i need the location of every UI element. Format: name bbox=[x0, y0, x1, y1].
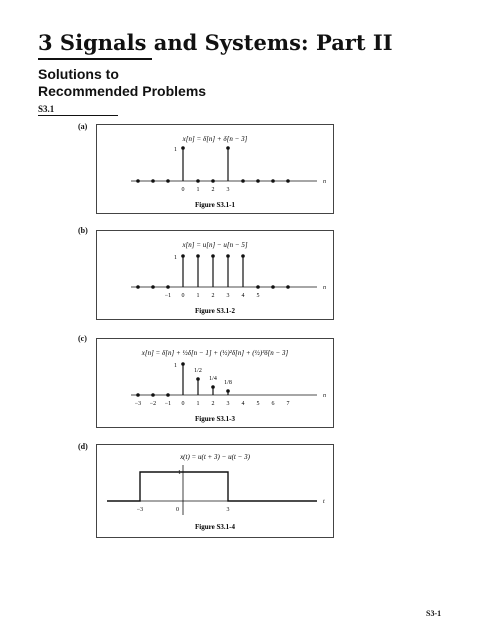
figure-b-stem-head bbox=[226, 254, 230, 258]
figure-a-zero-dot bbox=[241, 179, 245, 183]
figure-a-zero-dot bbox=[211, 179, 215, 183]
part-a-label: (a) bbox=[78, 122, 88, 131]
figure-b-stem-head bbox=[181, 254, 185, 258]
figure-a-zero-dot bbox=[271, 179, 275, 183]
figure-b-zero-dot bbox=[151, 285, 155, 289]
figure-c-tick: 1 bbox=[196, 401, 200, 407]
figure-d-axis-var: t bbox=[323, 499, 325, 505]
figure-b-stem-head bbox=[211, 254, 215, 258]
figure-a-zero-dot bbox=[286, 179, 290, 183]
figure-d-pulse bbox=[107, 472, 317, 501]
chapter-title: 3 Signals and Systems: Part II bbox=[38, 30, 393, 55]
figure-c-stem-head-0 bbox=[181, 362, 185, 366]
figure-b-zero-dot bbox=[136, 285, 140, 289]
part-c-label: (c) bbox=[78, 334, 87, 343]
figure-c-tick: −2 bbox=[149, 401, 157, 407]
figure-c-tick: 4 bbox=[241, 401, 245, 407]
figure-b-caption: Figure S3.1-2 bbox=[195, 307, 235, 315]
figure-a-equation: x[n] = δ[n] + δ[n − 3] bbox=[182, 135, 248, 143]
figure-b-tick: 4 bbox=[241, 293, 245, 299]
figure-c-zero-dot bbox=[151, 393, 155, 397]
figure-d-caption: Figure S3.1-4 bbox=[195, 523, 235, 531]
figure-a-caption: Figure S3.1-1 bbox=[195, 201, 235, 209]
figure-d-tick: −3 bbox=[136, 507, 144, 513]
figure-a-tick: 2 bbox=[211, 187, 215, 193]
figure-c-caption: Figure S3.1-3 bbox=[195, 415, 235, 423]
figure-b-amplitude-label: 1 bbox=[174, 255, 177, 261]
figure-c-tick: 2 bbox=[211, 401, 215, 407]
figure-c-tick: 5 bbox=[256, 401, 260, 407]
figure-c-box bbox=[96, 338, 334, 428]
figure-a-stem-head-3 bbox=[226, 146, 230, 150]
figure-c-axis-var: n bbox=[323, 393, 326, 399]
figure-a-zero-dot bbox=[196, 179, 200, 183]
chapter-title-underline bbox=[38, 58, 152, 60]
figure-d-tick: 3 bbox=[226, 507, 230, 513]
figure-a-zero-dot bbox=[151, 179, 155, 183]
figure-d-box bbox=[96, 444, 334, 538]
figure-c-stem-value-label: 1/2 bbox=[194, 368, 202, 374]
figure-c-stem-value-label: 1/4 bbox=[209, 376, 217, 382]
figure-b-zero-dot bbox=[286, 285, 290, 289]
figure-a-axis-var: n bbox=[323, 179, 326, 185]
figure-c-tick: 0 bbox=[181, 401, 185, 407]
figure-d-plot bbox=[97, 445, 333, 537]
figure-c-zero-dot bbox=[136, 393, 140, 397]
figure-a-box bbox=[96, 124, 334, 214]
figure-b-axis-var: n bbox=[323, 285, 326, 291]
figure-a-tick: 1 bbox=[196, 187, 200, 193]
figure-c-equation: x[n] = δ[n] + ½δ[n − 1] + (½)²δ[n] + (½)³δ[n − 3] bbox=[141, 349, 289, 357]
section-subtitle bbox=[38, 66, 206, 100]
figure-c-tick: −1 bbox=[164, 401, 172, 407]
figure-c-stem-head-2 bbox=[211, 385, 215, 389]
subtitle-line-1: Solutions to bbox=[38, 66, 119, 82]
problem-label: S3.1 bbox=[38, 104, 55, 114]
figure-b-tick: 1 bbox=[196, 293, 200, 299]
figure-c-tick: 7 bbox=[286, 401, 290, 407]
figure-d-tick: 0 bbox=[176, 507, 179, 513]
figure-a-amplitude-label: 1 bbox=[174, 147, 177, 153]
figure-b-zero-dot bbox=[271, 285, 275, 289]
figure-b-stem-head bbox=[241, 254, 245, 258]
figure-b-plot bbox=[97, 231, 333, 319]
figure-b-stem-head bbox=[196, 254, 200, 258]
figure-b-equation: x[n] = u[n] − u[n − 5] bbox=[182, 241, 248, 249]
figure-a-tick: 3 bbox=[226, 187, 230, 193]
figure-c-amplitude-label: 1 bbox=[174, 363, 177, 369]
figure-b-box bbox=[96, 230, 334, 320]
figure-c-stem-head-1 bbox=[196, 377, 200, 381]
page-number: S3-1 bbox=[426, 609, 442, 618]
figure-b-tick: 5 bbox=[256, 293, 260, 299]
subtitle-line-2: Recommended Problems bbox=[38, 83, 207, 99]
figure-b-zero-dot bbox=[256, 285, 260, 289]
figure-b-tick: −1 bbox=[164, 293, 172, 299]
figure-c-tick: 3 bbox=[226, 401, 230, 407]
figure-c-zero-dot bbox=[166, 393, 170, 397]
figure-a-zero-dot bbox=[256, 179, 260, 183]
figure-c-stem-head-3 bbox=[226, 389, 230, 393]
figure-b-zero-dot bbox=[166, 285, 170, 289]
problem-label-rule bbox=[38, 115, 118, 116]
figure-c-plot bbox=[97, 339, 333, 427]
figure-d-amplitude-label: 1 bbox=[178, 470, 181, 476]
figure-c-stem-value-label: 1/8 bbox=[224, 380, 232, 386]
figure-b-tick: 3 bbox=[226, 293, 230, 299]
figure-c-tick: 6 bbox=[271, 401, 275, 407]
figure-b-tick: 0 bbox=[181, 293, 185, 299]
figure-a-tick: 0 bbox=[181, 187, 185, 193]
part-b-label: (b) bbox=[78, 226, 88, 235]
figure-a-zero-dot bbox=[136, 179, 140, 183]
figure-c-tick: −3 bbox=[134, 401, 142, 407]
part-d-label: (d) bbox=[78, 442, 88, 451]
figure-a-zero-dot bbox=[166, 179, 170, 183]
figure-b-tick: 2 bbox=[211, 293, 215, 299]
figure-d-equation: x(t) = u(t + 3) − u(t − 3) bbox=[180, 453, 250, 461]
figure-a-stem-head-0 bbox=[181, 146, 185, 150]
figure-a-plot bbox=[97, 125, 333, 213]
